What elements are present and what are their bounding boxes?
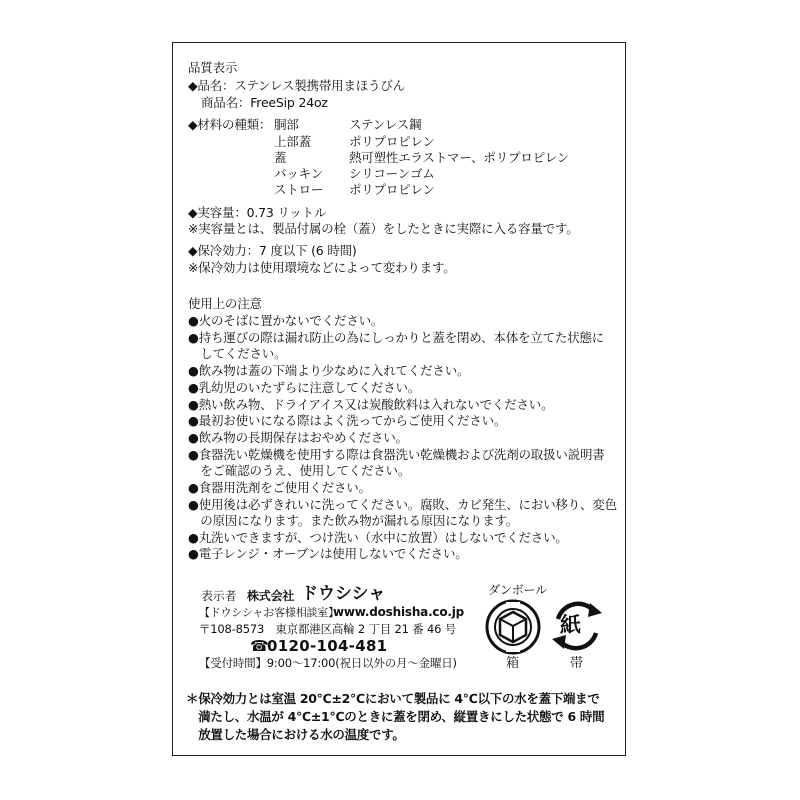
material-part: 上部蓋	[274, 134, 311, 149]
caution-line: ●乳幼児のいたずらに注意してください。	[188, 380, 421, 395]
capacity-note: ※実容量とは、製品付属の栓（蓋）をしたときに実際に入る容量です。	[188, 221, 579, 236]
product-type: ◆品名：ステンレス製携帯用まほうびん	[188, 78, 405, 93]
caution-line: ●熱い飲み物、ドライアイス又は炭酸飲料は入れないでください。	[188, 397, 554, 412]
footnote-line: 放置した場合における水の温度です。	[186, 727, 405, 742]
caution-line: ●丸洗いできますが、つけ洗い（水中に放置）はしないでください。	[188, 530, 568, 545]
caution-line: の原因になります。また飲み物が漏れる原因になります。	[188, 513, 519, 528]
caution-line: ●食器洗い乾燥機を使用する際は食器洗い乾燥機および洗剤の取扱い説明書	[188, 447, 605, 462]
footnote-line: ＊保冷効力とは室温 20℃±2℃において製品に 4℃以下の水を蓋下端まで	[186, 691, 600, 706]
caution-line: ●最初お使いになる際はよく洗ってからご使用ください。	[188, 413, 507, 428]
caution-line: ●電子レンジ・オーブンは使用しないでください。	[188, 546, 468, 561]
company-label: 表示者	[201, 589, 237, 603]
cautions-heading: 使用上の注意	[188, 296, 262, 311]
caution-line: ●使用後は必ずきれいに洗ってください。腐敗、カビ発生、におい移り、変色	[188, 497, 617, 512]
caution-line: ●持ち運びの際は漏れ防止の為にしっかりと蓋を閉め、本体を立てた状態に	[188, 330, 605, 345]
band-label: 帯	[570, 656, 583, 671]
phone-icon: ☎	[250, 637, 269, 655]
product-name: 商品名：FreeSip 24oz	[201, 95, 328, 110]
material-name: シリコーンゴム	[349, 166, 435, 181]
material-name: ステンレス鋼	[349, 117, 422, 132]
capacity-line: ◆実容量：0.73 リットル	[188, 205, 327, 220]
box-label: 箱	[506, 656, 519, 671]
caution-line: ●飲み物の長期保存はおやめください。	[188, 430, 408, 445]
material-part: 胴部	[274, 117, 299, 132]
cardboard-recycle-mark	[484, 598, 542, 656]
paper-label: 紙	[560, 613, 581, 637]
material-part: パッキン	[274, 166, 324, 181]
caution-line: ●飲み物は蓋の下端より少なめに入れてください。	[188, 363, 470, 378]
company-url: www.doshisha.co.jp	[333, 605, 465, 619]
quality-header: 品質表示	[188, 60, 238, 75]
material-name: ポリプロピレン	[349, 134, 435, 149]
caution-line: をご確認のうえ、使用してください。	[188, 463, 411, 478]
cardboard-label: ダンボール	[488, 583, 547, 597]
materials-heading: ◆材料の種類：	[188, 117, 272, 132]
cold-retention-note: ※保冷効力は使用環境などによって変わります。	[188, 260, 456, 275]
caution-line: ●火のそばに置かないでください。	[188, 313, 384, 328]
material-name: 熱可塑性エラストマー、ポリプロピレン	[349, 150, 570, 165]
footnote-line: 満たし、水温が 4℃±1℃のときに蓋を閉め、縦置きにした状態で 6 時間	[186, 709, 605, 724]
company-kabushiki: 株式会社	[247, 589, 295, 603]
material-part: 蓋	[274, 150, 287, 165]
cold-retention-line: ◆保冷効力：7 度以下 (6 時間)	[188, 243, 357, 258]
material-name: ポリプロピレン	[349, 182, 435, 197]
company-address: 〒108-8573 東京都港区高輪 2 丁目 21 番 46 号	[199, 622, 456, 636]
caution-line: ●食器用洗剤をご使用ください。	[188, 480, 371, 495]
material-part: ストロー	[274, 182, 324, 197]
consult-label: 【ドウシシャお客様相談室】	[199, 606, 339, 619]
company-phone: 0120-104-481	[267, 637, 388, 655]
business-hours: 【受付時間】9:00～17:00(祝日以外の月～金曜日)	[199, 656, 457, 670]
company-name: ドウシシャ	[301, 584, 386, 604]
caution-line: してください。	[188, 346, 287, 361]
